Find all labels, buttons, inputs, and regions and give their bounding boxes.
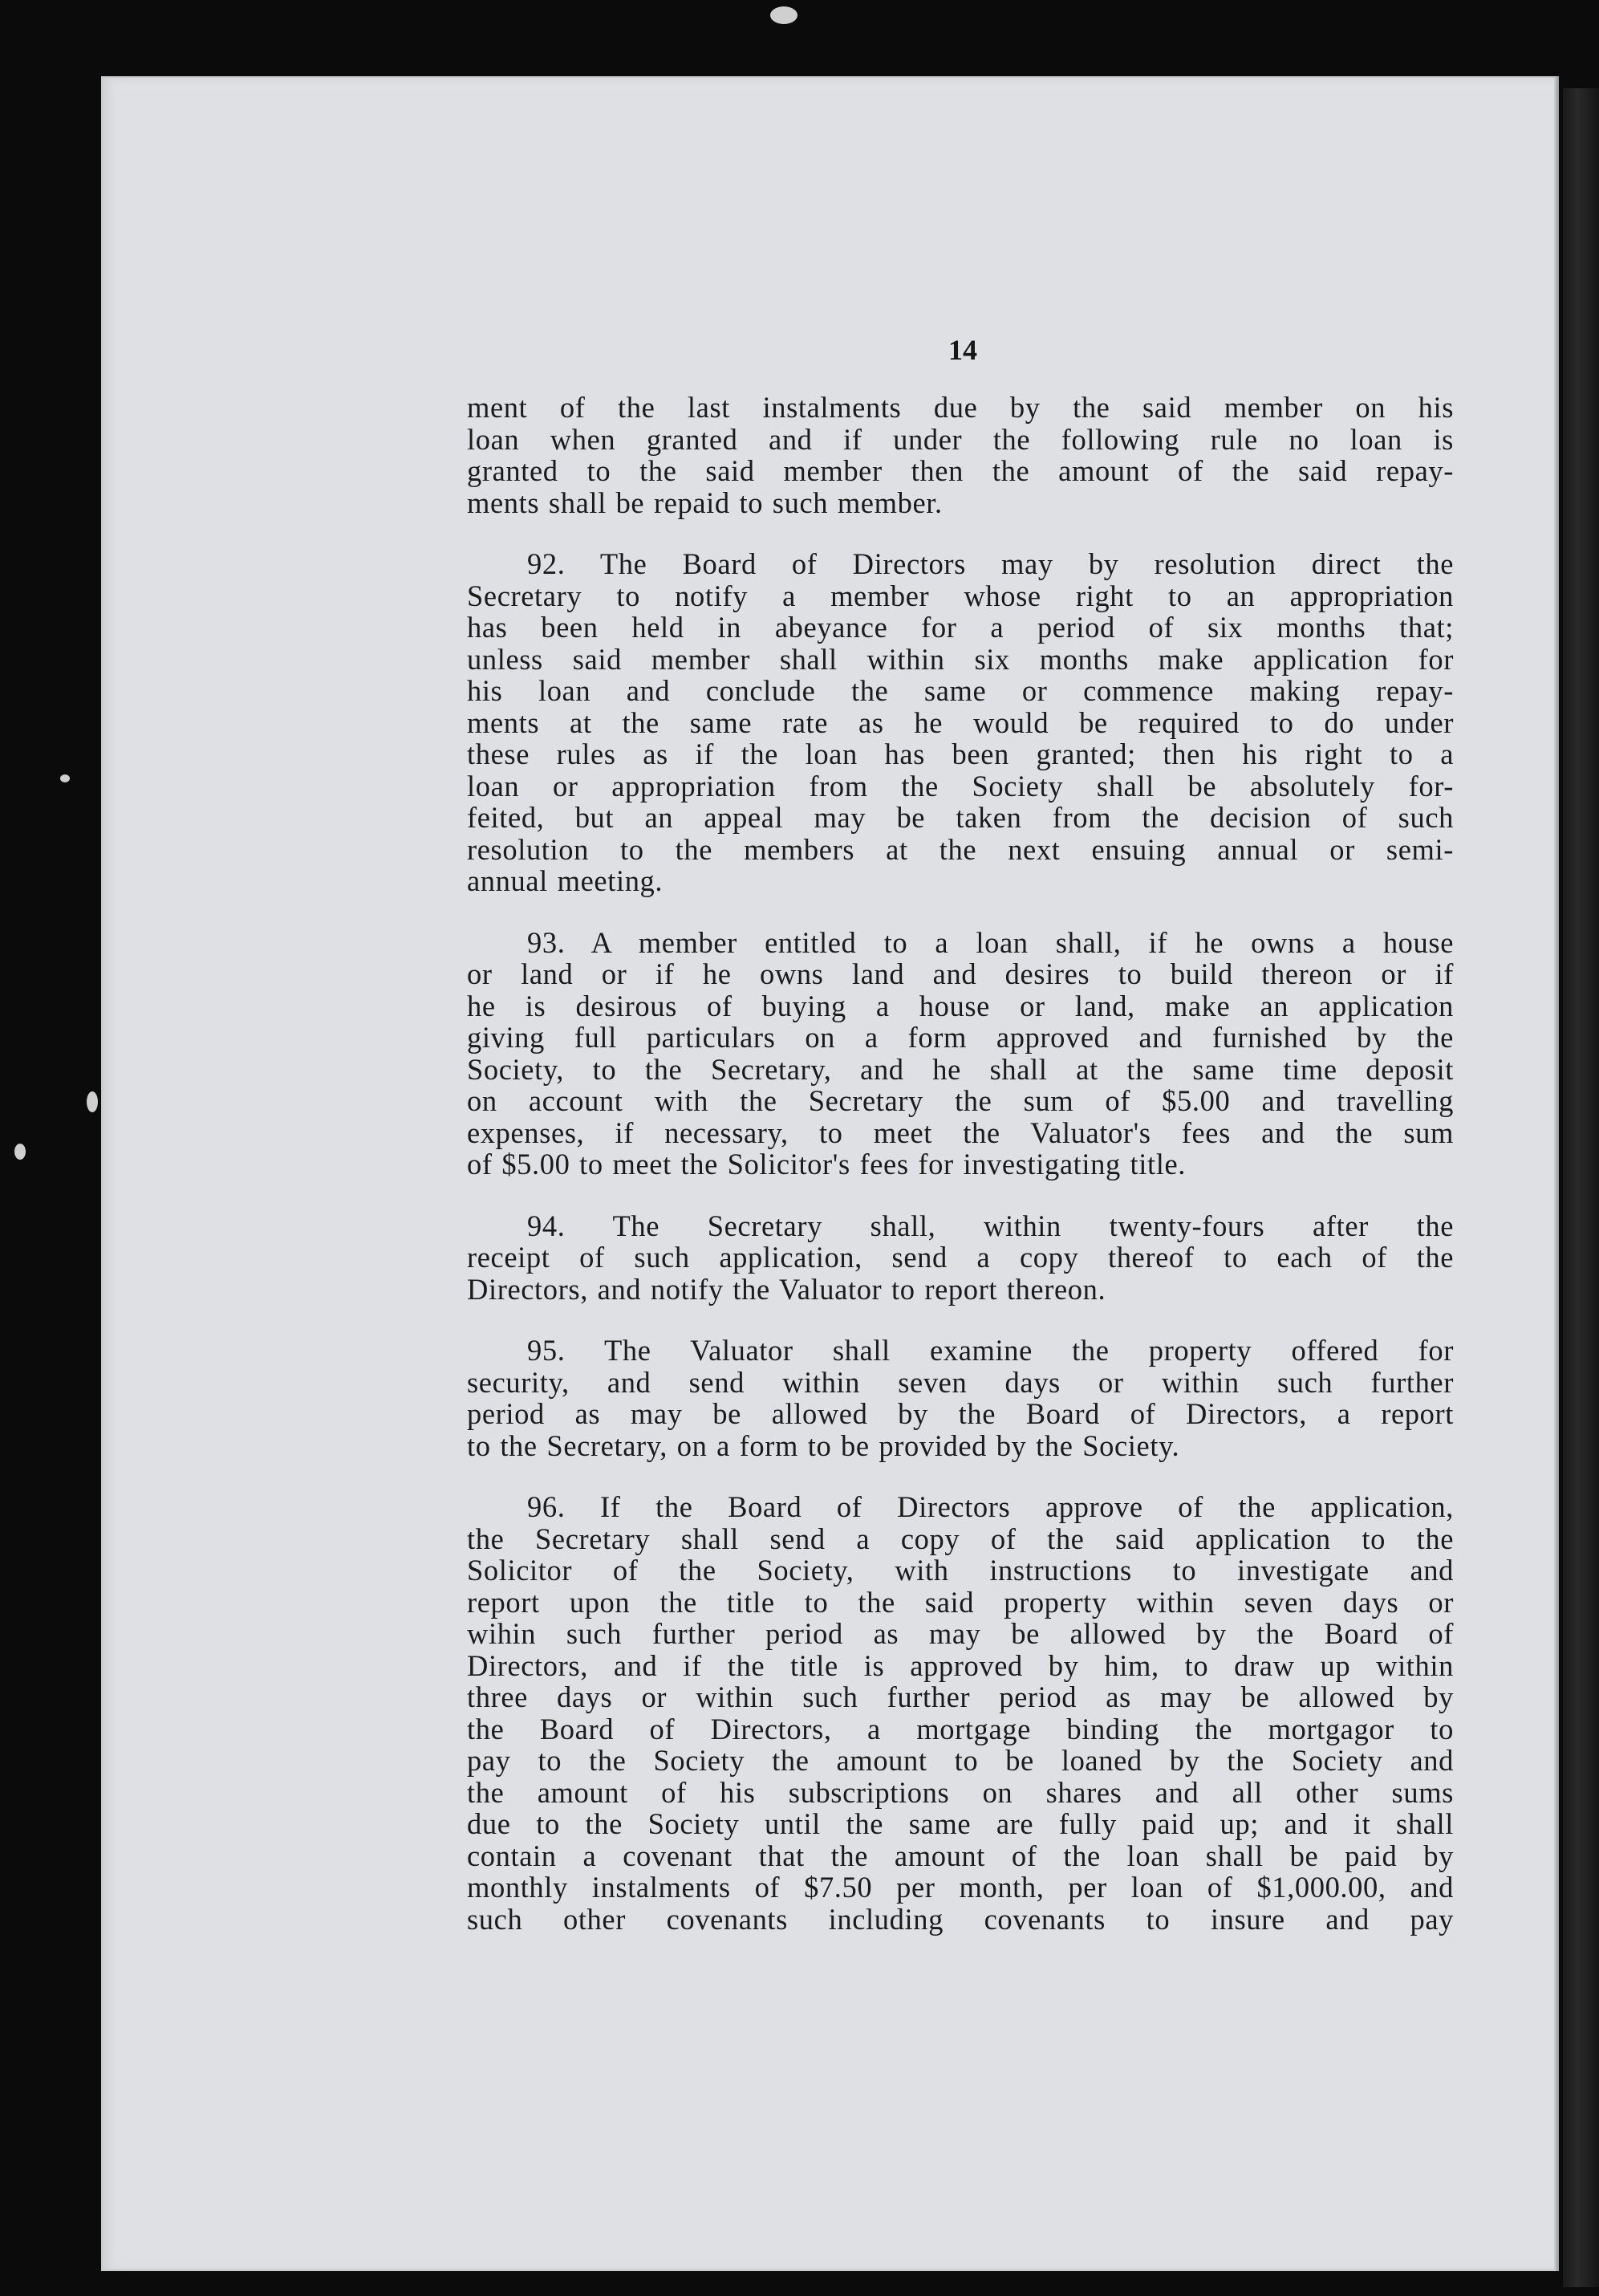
text-line: security, and send within seven days or within such further — [467, 1365, 1454, 1399]
text-line: feited, but an appeal may be taken from the decision of such — [467, 801, 1454, 834]
text-line: or land or if he owns land and desires to build thereon or if — [467, 957, 1454, 990]
body-text — [467, 392, 1454, 1935]
paragraph-rule-95 — [467, 1335, 1454, 1461]
text-line: these rules as if the loan has been granted; then his right to a — [467, 738, 1454, 770]
text-line: the amount of his subscriptions on shares and all other sums — [467, 1775, 1454, 1809]
text-line: 92. The Board of Directors may by resolution direct the — [527, 547, 1454, 580]
text-line: Solicitor of the Society, with instructions to investigate and — [467, 1554, 1454, 1587]
dust-speck — [60, 774, 70, 782]
text-line: giving full particulars on a form approved and furnished by the — [467, 1021, 1454, 1054]
text-line: of $5.00 to meet the Solicitor's fees for investigating title. — [467, 1148, 1187, 1181]
paragraph-continuation — [467, 392, 1454, 518]
text-line: period as may be allowed by the Board of Directors, a report — [467, 1397, 1454, 1430]
text-line: resolution to the members at the next ensuing annual or semi- — [467, 832, 1454, 866]
text-line: contain a covenant that the amount of the loan shall be paid by — [467, 1839, 1454, 1872]
text-line: wihin such further period as may be allowed by the Board of — [467, 1617, 1454, 1650]
text-line: expenses, if necessary, to meet the Valuator's fees and the sum — [467, 1115, 1454, 1149]
text-line: such other covenants including covenants to insure and pay — [467, 1902, 1454, 1936]
text-line: monthly instalments of $7.50 per month, per loan of $1,000.00, and — [467, 1871, 1454, 1904]
text-line: granted to the said member then the amount of the said repay- — [467, 454, 1454, 487]
text-line: his loan and conclude the same or commence making repay- — [467, 674, 1454, 707]
dust-speck — [770, 6, 797, 24]
text-line: report upon the title to the said property within seven days or — [467, 1585, 1454, 1619]
page-number: 14 — [948, 334, 977, 366]
adjacent-page-edge — [1563, 88, 1599, 2287]
paragraph-rule-93 — [467, 927, 1454, 1181]
text-line: due to the Society until the same are fully paid up; and it shall — [467, 1807, 1454, 1840]
text-line: to the Secretary, on a form to be provided by the Society. — [467, 1428, 1180, 1462]
text-line: ment of the last instalments due by the said member on his — [467, 391, 1454, 424]
text-line: pay to the Society the amount to be loaned by the Society and — [467, 1744, 1454, 1777]
text-line: three days or within such further period as may be allowed by — [467, 1680, 1454, 1713]
text-line: has been held in abeyance for a period of six months that; — [467, 611, 1454, 644]
text-line: Directors, and if the title is approved by him, to draw up within — [467, 1648, 1454, 1682]
text-line: annual meeting. — [467, 864, 664, 897]
text-line: 94. The Secretary shall, within twenty-fours after the — [527, 1209, 1454, 1242]
text-line: unless said member shall within six months make application for — [467, 642, 1454, 676]
text-line: the Secretary shall send a copy of the said application to the — [467, 1522, 1454, 1555]
dust-speck — [14, 1144, 26, 1160]
dust-speck — [87, 1091, 98, 1112]
paragraph-rule-92 — [467, 548, 1454, 897]
text-line: 96. If the Board of Directors approve of the application, — [527, 1490, 1454, 1523]
text-line: ments at the same rate as he would be required to do under — [467, 705, 1454, 739]
text-line: on account with the Secretary the sum of $5.00 and travelling — [467, 1084, 1454, 1117]
text-line: 95. The Valuator shall examine the property offered for — [527, 1334, 1454, 1367]
text-line: Society, to the Secretary, and he shall at the same time deposit — [467, 1052, 1454, 1086]
text-line: the Board of Directors, a mortgage binding the mortgagor to — [467, 1712, 1454, 1745]
text-line: loan or appropriation from the Society shall be absolutely for- — [467, 769, 1454, 803]
paragraph-rule-94 — [467, 1210, 1454, 1306]
text-line: he is desirous of buying a house or land, make an application — [467, 989, 1454, 1022]
text-line: Secretary to notify a member whose right to an appropriation — [467, 579, 1454, 612]
text-line: Directors, and notify the Valuator to report thereon. — [467, 1272, 1106, 1306]
paragraph-rule-96 — [467, 1491, 1454, 1935]
text-line: ments shall be repaid to such member. — [467, 486, 943, 519]
text-line: 93. A member entitled to a loan shall, if he owns a house — [527, 925, 1454, 959]
text-line: receipt of such application, send a copy thereof to each of the — [467, 1241, 1454, 1274]
text-line: loan when granted and if under the following rule no loan is — [467, 422, 1454, 456]
